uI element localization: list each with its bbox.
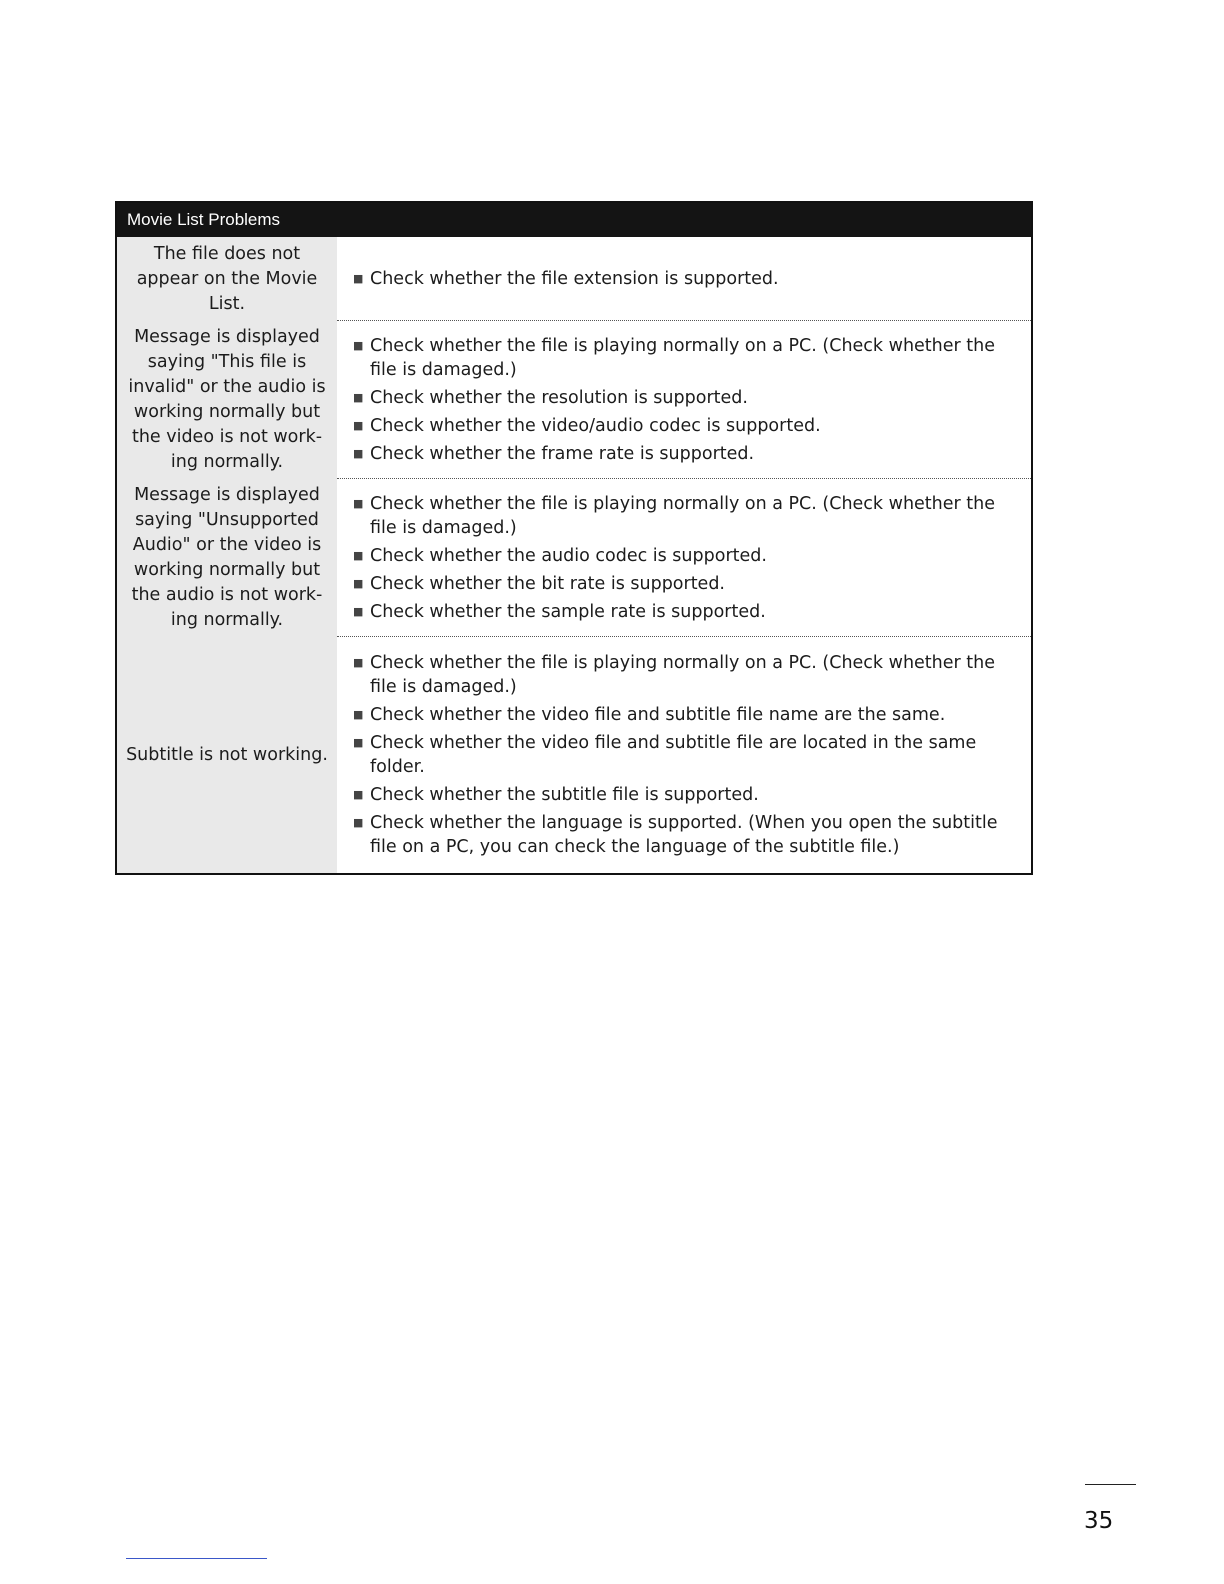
problem-text: Subtitle is not working.	[126, 744, 328, 765]
solution-text: Check whether the resolution is supported.	[370, 388, 748, 408]
solution-text: Check whether the video/audio codec is supported.	[370, 416, 821, 436]
problem-text: The file does not appear on the Movie List.	[136, 243, 318, 314]
bullet-square-icon: ■	[353, 391, 364, 404]
problem-cell	[117, 479, 337, 637]
table-row	[117, 321, 1031, 479]
solution-text: Check whether the file is playing normally on a PC. (Check whether the file is damaged.)	[370, 653, 995, 697]
bullet-square-icon: ■	[353, 605, 364, 618]
table-header: Movie List Problems	[117, 203, 1031, 237]
bullet-square-icon: ■	[353, 656, 364, 669]
solution-item	[353, 334, 1017, 382]
solution-cell	[337, 321, 1031, 479]
solution-item	[353, 811, 1017, 859]
bullet-square-icon: ■	[353, 736, 364, 749]
movie-list-problems-table	[115, 201, 1033, 875]
problem-cell	[117, 637, 337, 873]
bullet-square-icon: ■	[353, 497, 364, 510]
bullet-square-icon: ■	[353, 708, 364, 721]
solution-item	[353, 600, 1017, 624]
solution-item	[353, 783, 1017, 807]
solution-item	[353, 492, 1017, 540]
problem-text: Message is displayed saying "Unsupported Audio" or the video is working normally but the audio is not work- ing normally.	[131, 485, 323, 630]
bullet-square-icon: ■	[353, 272, 364, 285]
solution-cell	[337, 479, 1031, 637]
bullet-square-icon: ■	[353, 816, 364, 829]
solution-text: Check whether the file is playing normally on a PC. (Check whether the file is damaged.)	[370, 494, 995, 538]
table-body	[117, 237, 1031, 873]
solution-text: Check whether the language is supported. (When you open the subtitle file on a PC, you can check the language of the subtitle file.)	[370, 813, 998, 857]
solution-item	[353, 442, 1017, 466]
solution-item	[353, 572, 1017, 596]
footer-left-rule	[126, 1558, 267, 1559]
solution-text: Check whether the sample rate is supported.	[370, 602, 766, 622]
solution-item	[353, 414, 1017, 438]
problem-cell	[117, 321, 337, 479]
bullet-square-icon: ■	[353, 549, 364, 562]
solution-item	[353, 544, 1017, 568]
solution-text: Check whether the video file and subtitle file name are the same.	[370, 705, 946, 725]
solution-text: Check whether the file extension is supported.	[370, 269, 779, 289]
solution-item	[353, 731, 1017, 779]
solution-text: Check whether the file is playing normally on a PC. (Check whether the file is damaged.)	[370, 336, 995, 380]
page-number: 35	[1084, 1508, 1114, 1534]
problem-text: Message is displayed saying "This file is invalid" or the audio is working normally but the video is not work- ing normally.	[128, 327, 326, 472]
solution-text: Check whether the frame rate is supported.	[370, 444, 755, 464]
solution-item	[353, 386, 1017, 410]
solution-cell	[337, 237, 1031, 321]
bullet-square-icon: ■	[353, 447, 364, 460]
bullet-square-icon: ■	[353, 419, 364, 432]
solution-item	[353, 703, 1017, 727]
footer-rule	[1085, 1484, 1136, 1485]
solution-item	[353, 267, 1017, 291]
table-row	[117, 237, 1031, 321]
solution-text: Check whether the video file and subtitle file are located in the same folder.	[370, 733, 977, 777]
solution-cell	[337, 637, 1031, 873]
solution-text: Check whether the audio codec is supported.	[370, 546, 767, 566]
solution-item	[353, 651, 1017, 699]
problem-cell	[117, 237, 337, 321]
table-row	[117, 637, 1031, 873]
bullet-square-icon: ■	[353, 788, 364, 801]
bullet-square-icon: ■	[353, 577, 364, 590]
table-row	[117, 479, 1031, 637]
solution-text: Check whether the subtitle file is supported.	[370, 785, 759, 805]
bullet-square-icon: ■	[353, 339, 364, 352]
solution-text: Check whether the bit rate is supported.	[370, 574, 725, 594]
